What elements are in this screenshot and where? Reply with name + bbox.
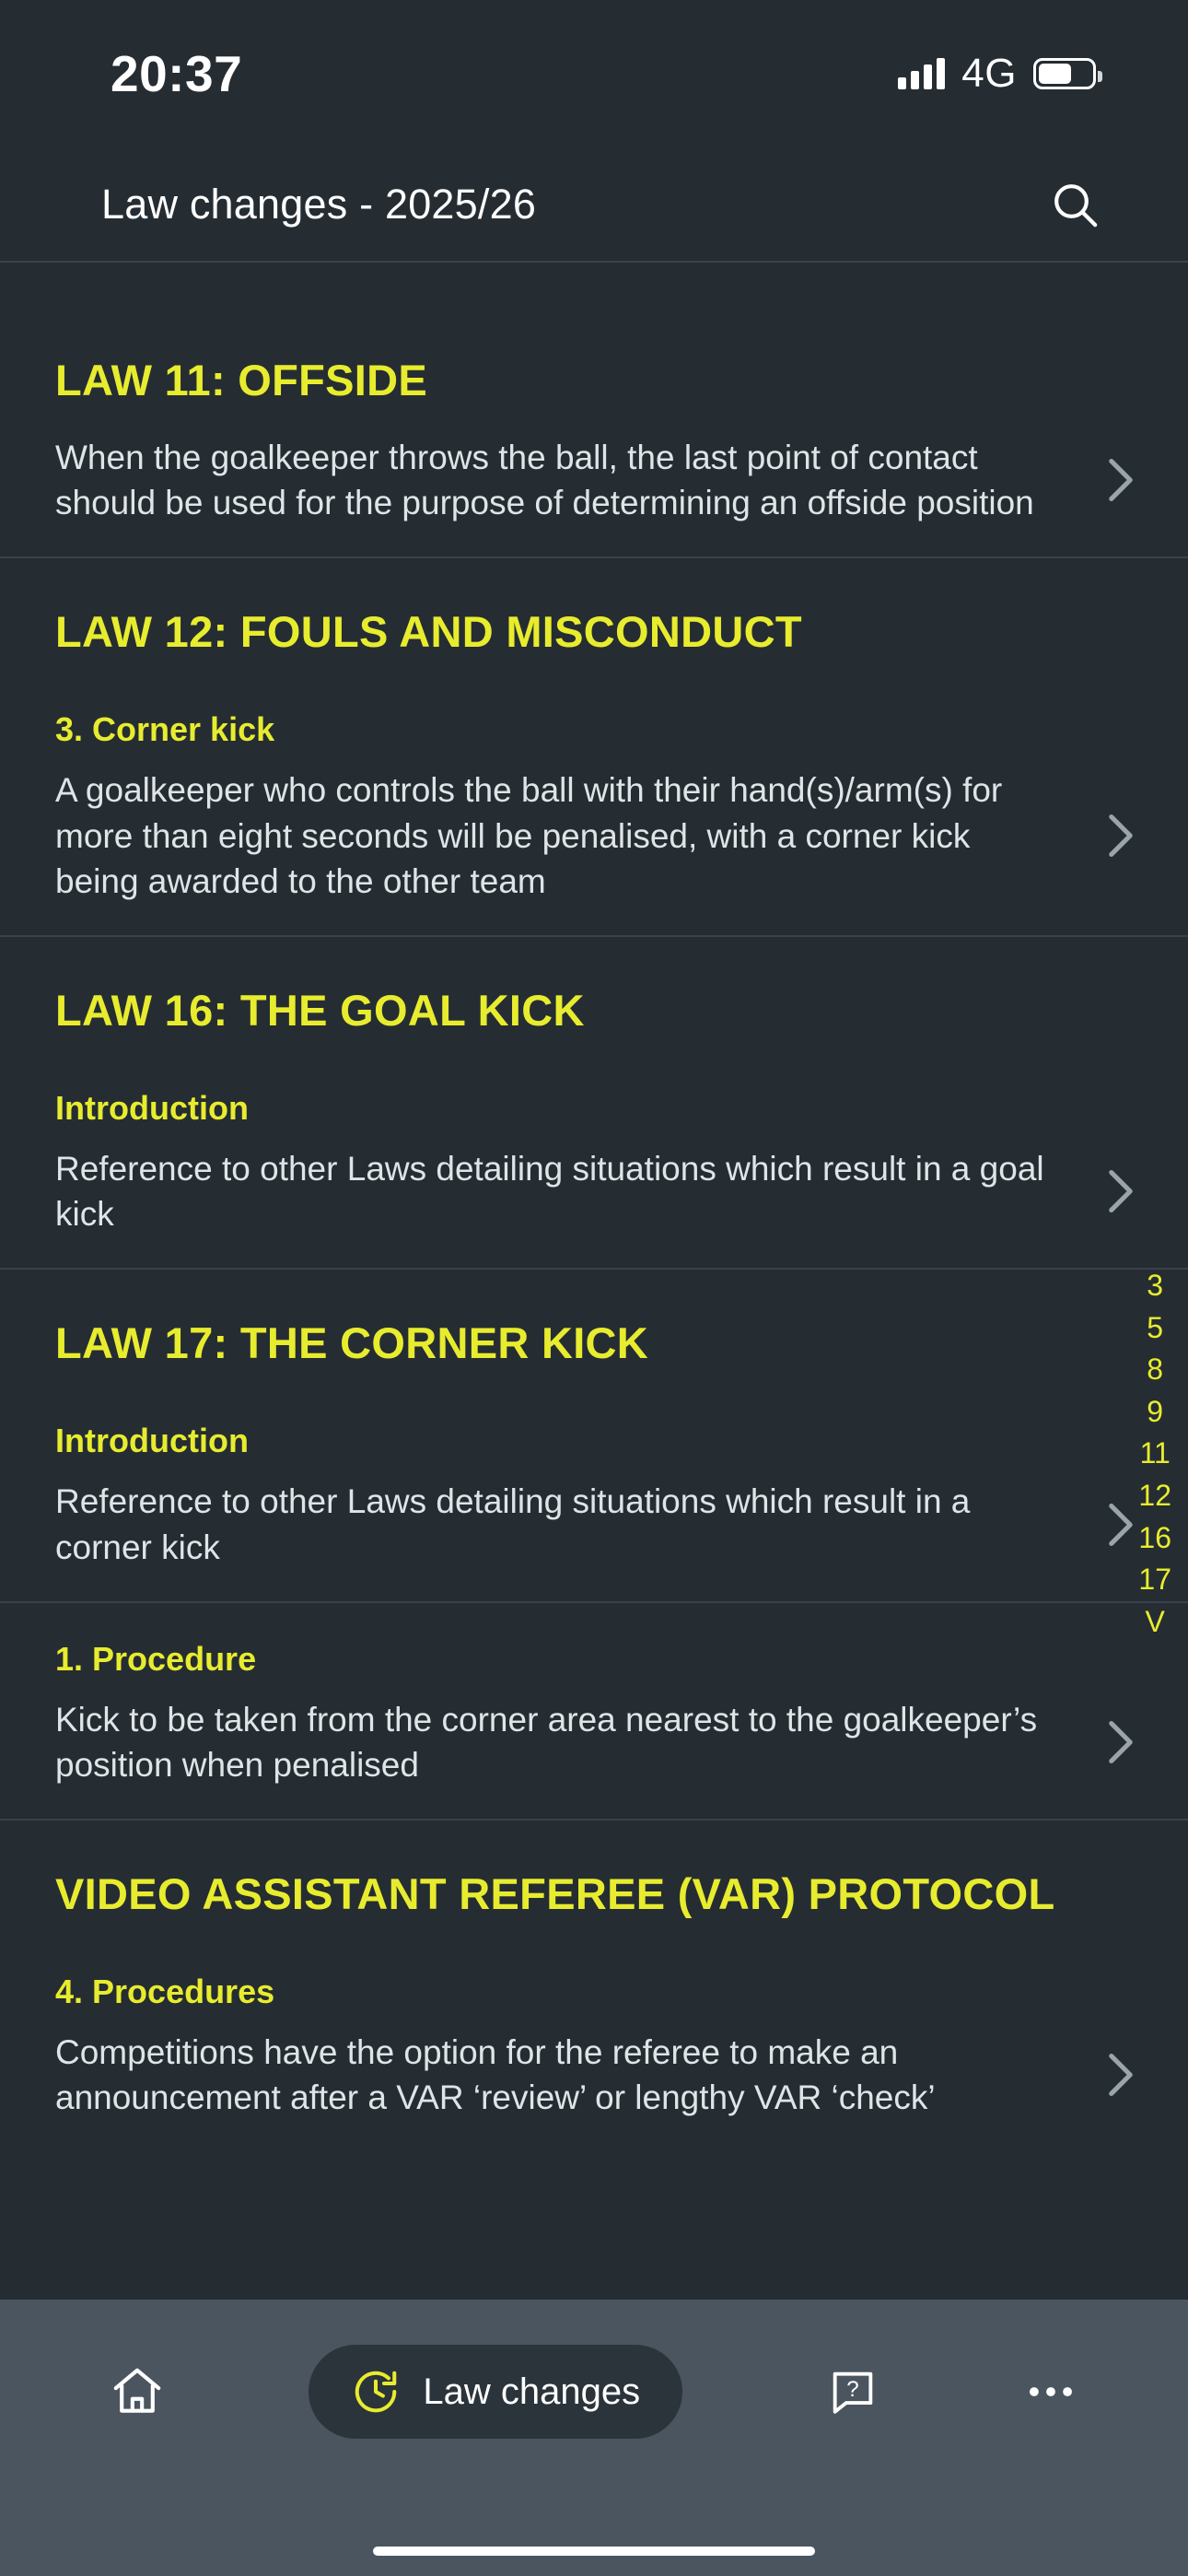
section-index-rail[interactable]: [1138, 1267, 1171, 1641]
navigation-bar: [0, 147, 1188, 263]
law-change-row[interactable]: [0, 1684, 1188, 1821]
status-time: 20:37: [111, 45, 243, 102]
law-change-text: Reference to other Laws detailing situations which result in a goal kick: [55, 1150, 1044, 1234]
chevron-right-icon: [1109, 2054, 1133, 2096]
index-item[interactable]: 8: [1147, 1352, 1164, 1387]
law-change-row[interactable]: [0, 1466, 1188, 1602]
index-item[interactable]: 9: [1147, 1394, 1164, 1428]
law-change-text: When the goalkeeper throws the ball, the last point of contact should be used for the purpose of determining an offside position: [55, 439, 1034, 522]
page-title: Law changes - 2025/26: [101, 180, 537, 228]
signal-bars-icon: [898, 58, 945, 89]
network-type-label: 4G: [961, 51, 1017, 96]
battery-icon: [1033, 58, 1096, 89]
index-item[interactable]: 16: [1138, 1520, 1171, 1554]
index-item[interactable]: 11: [1139, 1436, 1171, 1470]
tab-home[interactable]: [109, 2363, 166, 2420]
law-subsection-label: Introduction: [55, 1422, 249, 1460]
chevron-right-icon: [1109, 1504, 1133, 1546]
law-change-text: Competitions have the option for the referee to make an announcement after a VAR ‘review’ or lengthy VAR ‘check’: [55, 2033, 936, 2117]
search-icon[interactable]: [1049, 179, 1101, 230]
law-change-row[interactable]: [0, 1133, 1188, 1270]
law-heading: VIDEO ASSISTANT REFEREE (VAR) PROTOCOL: [55, 1869, 1055, 1919]
law-subsection-label: 3. Corner kick: [55, 710, 275, 749]
law-subsection-label: Introduction: [55, 1089, 249, 1128]
law-heading: LAW 11: OFFSIDE: [55, 356, 428, 404]
index-item[interactable]: V: [1145, 1604, 1165, 1638]
svg-text:?: ?: [845, 2376, 859, 2402]
law-change-row[interactable]: [0, 422, 1188, 558]
tab-law-changes[interactable]: [309, 2345, 682, 2439]
index-item[interactable]: 12: [1138, 1478, 1171, 1512]
home-indicator[interactable]: [373, 2547, 815, 2556]
chevron-right-icon: [1109, 1170, 1133, 1212]
status-bar: [0, 0, 1188, 147]
law-subsection-label: 1. Procedure: [55, 1639, 257, 1678]
tab-law-changes-label: Law changes: [423, 2371, 641, 2412]
index-item[interactable]: 5: [1147, 1310, 1164, 1344]
more-ellipsis-icon: [1022, 2363, 1079, 2420]
law-change-row[interactable]: [0, 2017, 1188, 2151]
status-indicators: [898, 51, 1096, 97]
question-speech-bubble-icon: [826, 2365, 879, 2418]
home-indicator-area: [0, 2484, 1188, 2576]
law-subsection-label: 4. Procedures: [55, 1973, 275, 2011]
law-heading: LAW 16: THE GOAL KICK: [55, 986, 585, 1036]
law-heading: LAW 17: THE CORNER KICK: [55, 1318, 649, 1368]
law-changes-list[interactable]: [0, 263, 1188, 2300]
clock-arrow-icon: [351, 2367, 401, 2417]
tab-bar: [0, 2300, 1188, 2484]
law-change-text: Kick to be taken from the corner area nearest to the goalkeeper’s position when penalised: [55, 1700, 1038, 1785]
tab-help[interactable]: [826, 2365, 879, 2418]
home-icon: [109, 2363, 166, 2420]
law-change-text: Reference to other Laws detailing situations which result in a corner kick: [55, 1482, 971, 1566]
law-heading: LAW 12: FOULS AND MISCONDUCT: [55, 607, 802, 657]
chevron-right-icon: [1109, 459, 1133, 501]
chevron-right-icon: [1109, 814, 1133, 857]
law-change-text: A goalkeeper who controls the ball with their hand(s)/arm(s) for more than eight seconds will be penalised, with a corner kick being awarded to the other team: [55, 771, 1003, 900]
index-item[interactable]: 17: [1138, 1563, 1171, 1597]
law-change-row[interactable]: [0, 755, 1188, 937]
tab-more[interactable]: [1022, 2363, 1079, 2420]
index-item[interactable]: 3: [1147, 1269, 1164, 1302]
chevron-right-icon: [1109, 1721, 1133, 1763]
